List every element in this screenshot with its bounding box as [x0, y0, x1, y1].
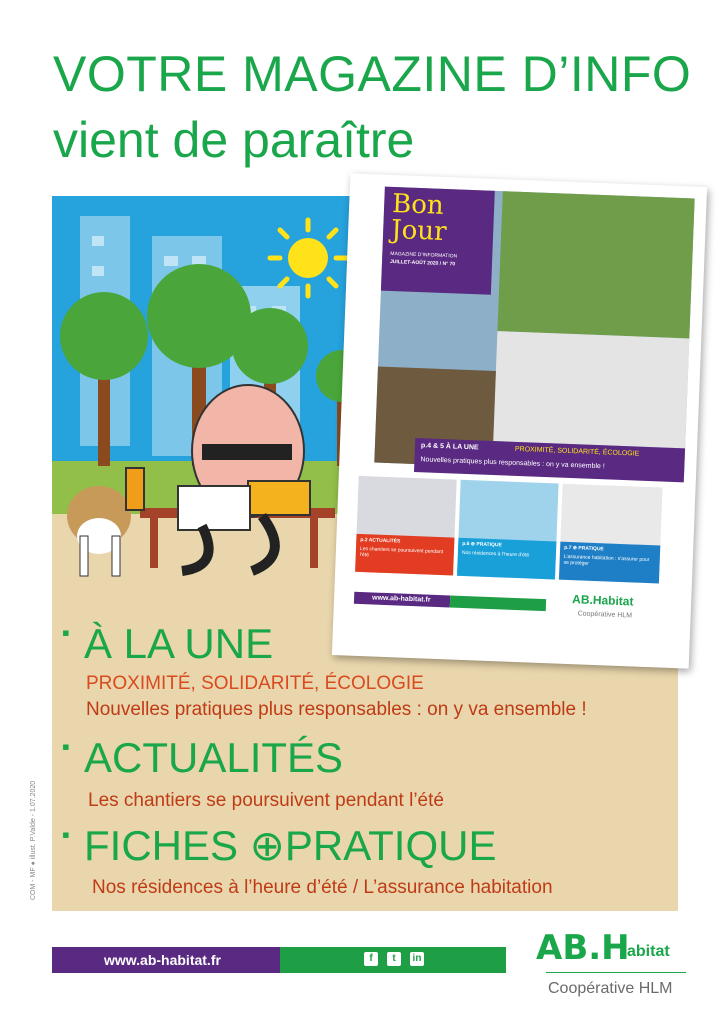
cover-box3-title: p.7 ⊕ PRATIQUE	[564, 544, 604, 553]
logo-main: AB.H	[536, 928, 630, 968]
headline-line2: vient de paraître	[53, 112, 415, 168]
cover-title-line1: Bon	[391, 188, 445, 221]
section-fiches-title: FICHES ⊕PRATIQUE	[84, 822, 497, 869]
cover-box3-text: L’assurance habitation : s’assurer pour se protéger	[563, 553, 650, 567]
cover-box1	[355, 534, 454, 576]
section-una-bullet: ▪	[62, 620, 70, 645]
cover-box1-text: Les chantiers se poursuivent pendant l’été	[359, 545, 444, 559]
logo-divider	[546, 972, 686, 973]
section-una-line1: PROXIMITÉ, SOLIDARITÉ, ÉCOLOGIE	[86, 673, 424, 694]
cover-box2-title: p.6 ⊕ PRATIQUE	[462, 540, 502, 549]
section-actu-title: ACTUALITÉS	[84, 734, 344, 781]
logo-subtitle: Coopérative HLM	[548, 980, 673, 997]
cover-logo-sub: Coopérative HLM	[577, 610, 633, 620]
cover-meta2: JUILLET-AOÛT 2020 / N° 70	[389, 258, 456, 268]
cover-box2	[457, 538, 556, 580]
cover-une-text: Nouvelles pratiques plus responsables : on y va ensemble !	[420, 456, 605, 471]
cover-une-pages: p.4 & 5 À LA UNE	[420, 442, 479, 452]
section-actu-line1: Les chantiers se poursuivent pendant l’été	[88, 790, 444, 811]
twitter-icon[interactable]: t	[387, 952, 401, 966]
cover-url: www.ab-habitat.fr	[371, 594, 431, 604]
facebook-icon[interactable]: f	[364, 952, 378, 966]
cover-logo: AB.Habitat	[571, 592, 634, 609]
section-una-line2: Nouvelles pratiques plus responsables : on y va ensemble !	[86, 699, 587, 720]
sun-icon	[270, 220, 348, 296]
footer-url-link[interactable]: www.ab-habitat.fr	[104, 952, 221, 968]
magazine-cover	[332, 173, 707, 668]
section-fiches-bullet: ▪	[62, 822, 70, 847]
section-actu-bullet: ▪	[62, 734, 70, 759]
section-una-title: À LA UNE	[84, 620, 274, 667]
vertical-credit: COM - MF ● illust. P.Valde - 1.07.2020	[30, 780, 37, 900]
headline-line1: VOTRE MAGAZINE D’INFO	[53, 46, 692, 102]
logo-suffix: abitat	[627, 943, 670, 960]
cover-box3	[559, 542, 660, 584]
cover-title-flag	[381, 187, 495, 295]
linkedin-icon[interactable]: in	[410, 952, 424, 966]
section-fiches-line1: Nos résidences à l’heure d’été / L’assurance habitation	[92, 877, 553, 898]
cover-meta1: MAGAZINE D’INFORMATION	[390, 250, 458, 260]
cover-box2-text: Nos résidences à l’heure d’été	[461, 549, 530, 559]
cover-box1-title: p.2 ACTUALITÉS	[360, 536, 401, 545]
cover-title-line2: Jour	[390, 214, 448, 248]
cover-une-tags: PROXIMITÉ, SOLIDARITÉ, ÉCOLOGIE	[514, 445, 640, 458]
